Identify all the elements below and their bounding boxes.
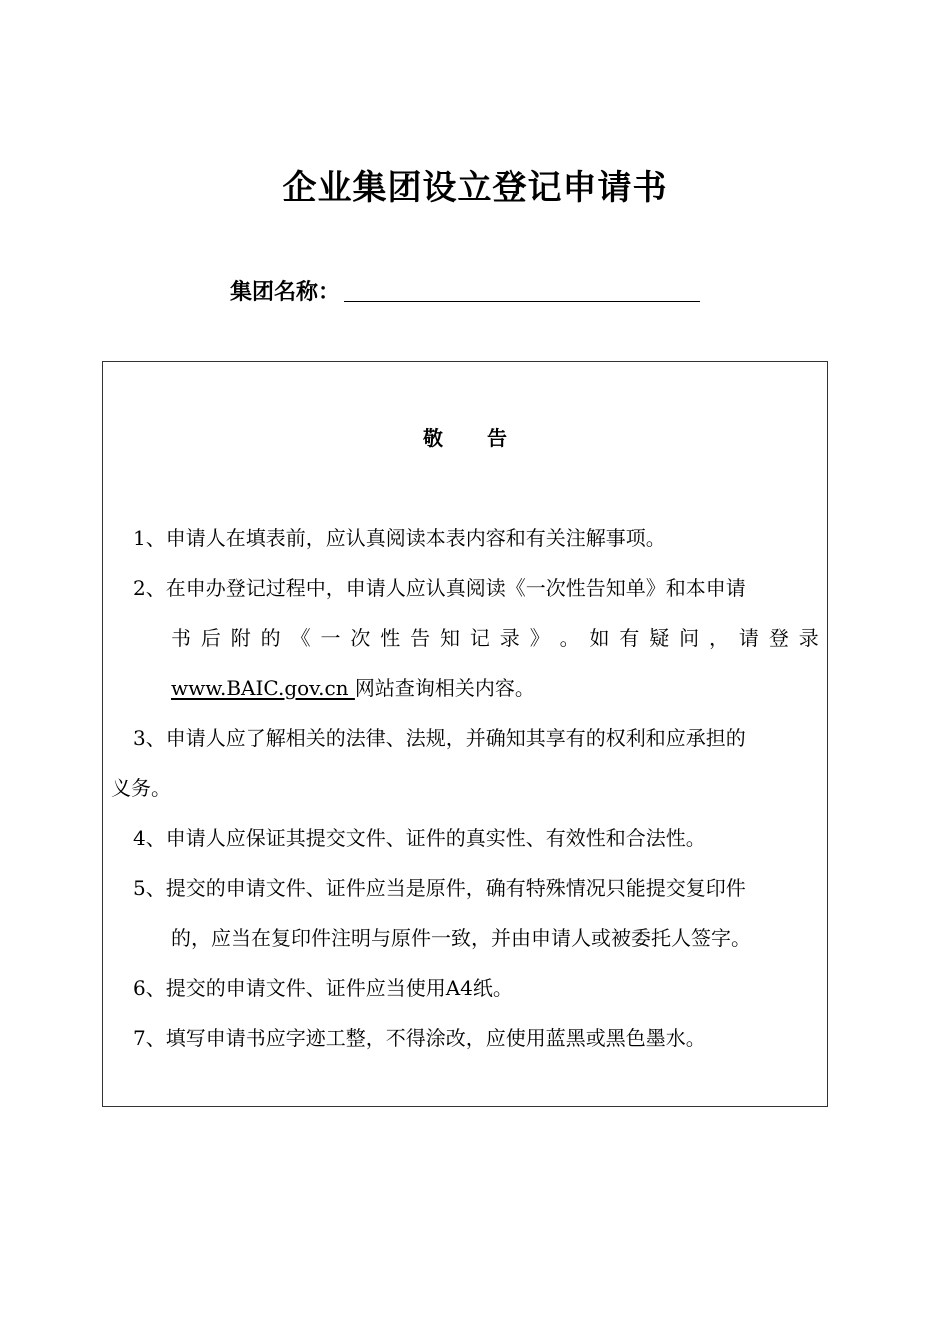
- group-name-label: 集团名称：: [230, 280, 341, 305]
- notice-heading-part2: 告: [487, 426, 507, 450]
- notice-item-6: [133, 963, 513, 1013]
- notice-item-text: 网站查询相关内容。: [354, 676, 535, 700]
- baic-website-link[interactable]: www.BAIC.gov.cn: [171, 676, 355, 700]
- notice-item-char: 疑: [649, 626, 670, 650]
- notice-item-char: 登: [768, 626, 789, 650]
- notice-item-char: 记: [469, 626, 490, 650]
- notice-heading: [103, 424, 827, 452]
- notice-item-3: [133, 713, 746, 763]
- notice-item-char: 如: [589, 626, 610, 650]
- notice-item-text: 申请人应保证其提交文件、证件的真实性、有效性和合法性。: [165, 826, 706, 850]
- document-title: 企业集团设立登记申请书: [282, 168, 668, 208]
- notice-item-text: 提交的申请文件、证件应当使用A4纸。: [165, 976, 513, 1000]
- notice-item-char: ，: [709, 626, 730, 650]
- notice-item-char: 问: [679, 626, 700, 650]
- notice-item-text: 义务。: [111, 776, 171, 800]
- notice-item-char: 后: [200, 626, 221, 650]
- notice-item-number: 7、: [133, 1026, 166, 1050]
- notice-item-char: 》: [529, 626, 550, 650]
- notice-item-char: 书: [171, 626, 191, 650]
- notice-item-char: 有: [619, 626, 640, 650]
- notice-item-char: 《: [290, 626, 311, 650]
- notice-item-1: [133, 513, 666, 563]
- notice-item-text: 申请人应了解相关的法律、法规，并确知其享有的权利和应承担的: [165, 726, 746, 750]
- notice-item-char: 性: [380, 626, 401, 650]
- notice-item-4: [133, 813, 706, 863]
- notice-item-char: 次: [350, 626, 371, 650]
- notice-item-text: 填写申请书应字迹工整，不得涂改，应使用蓝黑或黑色墨水。: [165, 1026, 706, 1050]
- notice-item-char: 录: [499, 626, 520, 650]
- notice-item-text: 在申办登记过程中，申请人应认真阅读《一次性告知单》和本申请: [165, 576, 746, 600]
- notice-item-number: 1、: [133, 526, 166, 550]
- notice-item-char: 一: [320, 626, 341, 650]
- notice-box: [102, 361, 828, 1107]
- notice-item-char: 告: [410, 626, 431, 650]
- notice-item-7: [133, 1013, 706, 1063]
- group-name-row: [230, 274, 700, 308]
- notice-item-number: 3、: [133, 726, 166, 750]
- notice-heading-part1: 敬: [423, 426, 443, 450]
- notice-item-text: 提交的申请文件、证件应当是原件，确有特殊情况只能提交复印件: [165, 876, 746, 900]
- notice-item-char: 知: [440, 626, 461, 650]
- notice-item-5: [133, 863, 746, 913]
- notice-item-2: [133, 563, 746, 613]
- notice-item-char: 录: [798, 626, 819, 650]
- notice-item-number: 6、: [133, 976, 166, 1000]
- notice-item-text: 申请人在填表前，应认真阅读本表内容和有关注解事项。: [165, 526, 666, 550]
- group-name-field-line[interactable]: [344, 275, 700, 302]
- notice-item-5-line-2: [171, 913, 751, 963]
- notice-item-3-line-2: [111, 763, 171, 813]
- notice-item-2-line-3: [171, 663, 535, 713]
- notice-item-char: 附: [230, 626, 251, 650]
- notice-item-char: 请: [738, 626, 759, 650]
- notice-item-char: 。: [559, 626, 580, 650]
- notice-item-number: 4、: [133, 826, 166, 850]
- notice-item-number: 2、: [133, 576, 166, 600]
- notice-item-number: 5、: [133, 876, 166, 900]
- notice-item-text: 的，应当在复印件注明与原件一致，并由申请人或被委托人签字。: [171, 926, 751, 950]
- notice-item-2-line-2: [171, 613, 819, 663]
- notice-item-char: 的: [260, 626, 281, 650]
